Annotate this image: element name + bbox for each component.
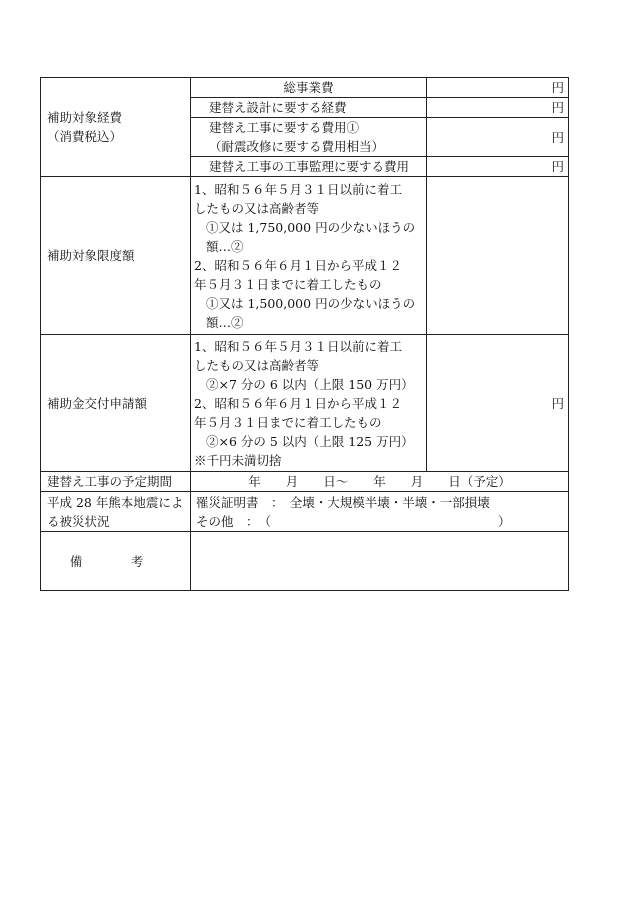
request-line: 2、昭和５６年６月１日から平成１２ (194, 395, 402, 411)
remarks-row (41, 532, 569, 591)
request-line: ※千円未満切捨 (194, 452, 282, 468)
supervision-cost-field[interactable] (427, 157, 569, 177)
yen-unit: 円 (551, 395, 564, 411)
yen-unit: 円 (551, 159, 564, 174)
limit-row (41, 177, 569, 335)
period-field[interactable]: 年 月 日～ 年 月 日（予定） (191, 472, 569, 492)
request-line: 1、昭和５６年５月３１日以前に着工 (194, 338, 402, 354)
limit-line: したもの又は高齢者等 (194, 200, 320, 216)
limit-line: 2、昭和５６年６月１日から平成１２ (194, 257, 402, 273)
remarks-field[interactable] (191, 532, 569, 591)
expense-label: 補助対象経費 (47, 110, 123, 125)
limit-line: ①又は 1,750,000 円の少ないほうの (206, 219, 416, 235)
total-cost-label: 総事業費 (191, 78, 427, 98)
yen-unit: 円 (551, 80, 564, 95)
request-line: ②×7 分の 6 以内（上限 150 万円） (206, 376, 414, 392)
request-label: 補助金交付申請額 (41, 335, 191, 472)
damage-field[interactable] (191, 492, 569, 532)
period-row (41, 472, 569, 492)
design-cost-label: 建替え設計に要する経費 (191, 98, 427, 118)
construction-cost-label (191, 118, 427, 157)
request-row (41, 335, 569, 472)
damage-label-line2: る被災状況 (47, 513, 110, 529)
limit-line: ①又は 1,500,000 円の少ないほうの (206, 295, 416, 311)
period-label: 建替え工事の予定期間 (41, 472, 191, 492)
supervision-cost-label: 建替え工事の工事監理に要する費用 (191, 157, 427, 177)
remarks-label: 備 考 (41, 532, 191, 591)
expense-row-total (41, 78, 569, 98)
damage-other-prefix: その他 ： （ (196, 513, 272, 529)
limit-line: 額…② (206, 238, 244, 254)
damage-label-line1: 平成 28 年熊本地震によ (47, 494, 184, 510)
expense-label-cell (41, 78, 191, 177)
limit-line: 1、昭和５６年５月３１日以前に着工 (194, 181, 402, 197)
request-conditions (191, 335, 427, 472)
request-line: 年５月３１日までに着工したもの (194, 414, 382, 430)
subsidy-form-table (40, 77, 569, 591)
limit-line: 年５月３１日までに着工したもの (194, 276, 382, 292)
yen-unit: 円 (551, 100, 564, 115)
request-amount-field[interactable] (427, 335, 569, 472)
damage-other-suffix: ） (498, 513, 511, 529)
design-cost-field[interactable] (427, 98, 569, 118)
construction-cost-field[interactable] (427, 118, 569, 157)
request-line: ②×6 分の 5 以内（上限 125 万円） (206, 433, 414, 449)
limit-amount-field[interactable] (427, 177, 569, 335)
limit-line: 額…② (206, 314, 244, 330)
limit-label: 補助対象限度額 (41, 177, 191, 335)
total-cost-field[interactable] (427, 78, 569, 98)
damage-other-line (196, 512, 563, 531)
construction-cost-label-line2: （耐震改修に要する費用相当） (209, 139, 385, 154)
damage-label (41, 492, 191, 532)
limit-conditions (191, 177, 427, 335)
request-line: したもの又は高齢者等 (194, 357, 320, 373)
expense-label-tax: （消費税込） (47, 129, 123, 144)
damage-row (41, 492, 569, 532)
disaster-certificate-line: 罹災証明書 ： 全壊・大規模半壊・半壊・一部損壊 (196, 494, 490, 510)
yen-unit: 円 (551, 129, 564, 145)
construction-cost-label-line1: 建替え工事に要する費用① (209, 120, 360, 135)
